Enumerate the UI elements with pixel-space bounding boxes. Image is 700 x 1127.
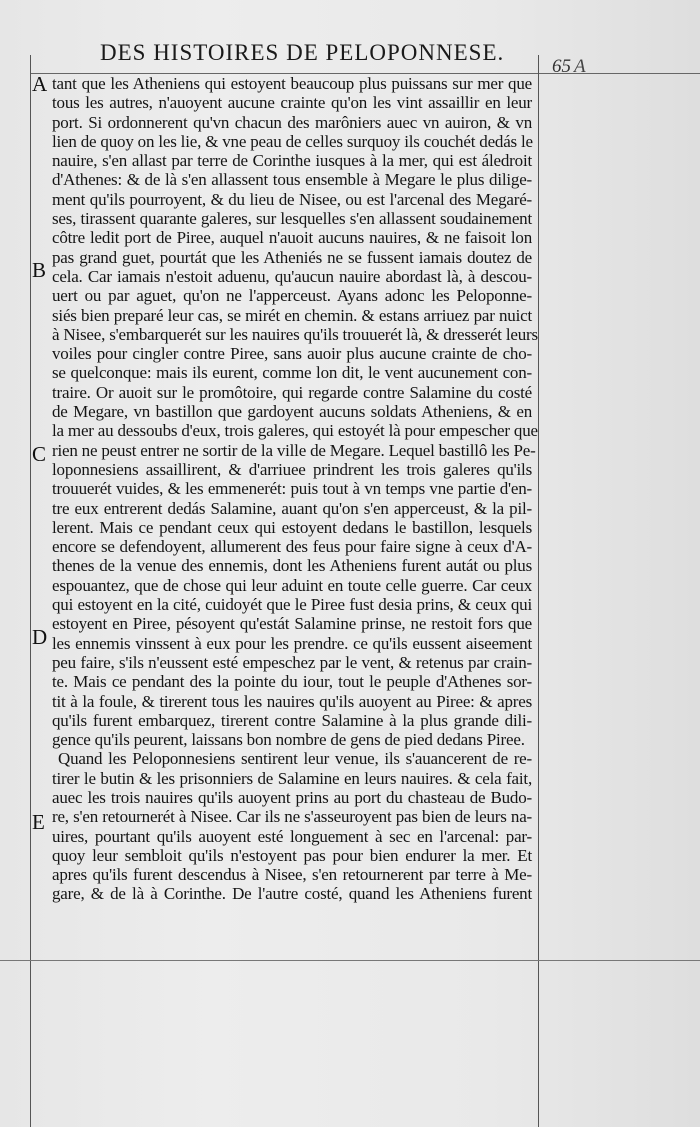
folio-mark: A: [574, 56, 586, 77]
text-line: siés bien preparé leur cas, se mirét en chemin. & estans arriuez par nuict: [52, 305, 532, 325]
text-line: nauire, s'en allast par terre de Corinthe iusques à la mer, qui est áledroit: [52, 151, 532, 171]
text-line: qui estoyent en la cité, cuidoyét que le Piree fust desia prins, & ceux qui: [52, 595, 532, 615]
left-margin-rule: [30, 55, 31, 1127]
text-line: lien de quoy on les lie, & vne peau de celles surquoy ils couchét dedás le: [52, 131, 533, 151]
text-line: pas grand guet, pourtát que les Atheniés ne se fussent iamais doutez de: [52, 247, 532, 267]
text-line: uert ou par aguet, qu'on ne l'apperceust. Ayans adonc les Peloponne-: [52, 286, 532, 306]
text-line: thenes de la venue des ennemis, dont les Atheniens furent autát ou plus: [52, 556, 532, 576]
bottom-rule: [0, 960, 700, 961]
text-line: rien ne peust entrer ne sortir de la ville de Megare. Lequel bastillô les Pe-: [52, 440, 536, 460]
text-line: re, s'en retournerét à Nisee. Car ils ne s'asseuroyent pas bien de leurs na-: [52, 807, 532, 827]
text-line: encore se defendoyent, allumerent des feus pour faire signe à ceux d'A-: [52, 537, 532, 557]
text-line: espouantez, que de chose qui leur aduint en toute celle guerre. Car ceux: [52, 575, 532, 595]
text-line: gare, & de là à Corinthe. De l'autre costé, quand les Atheniens furent: [52, 884, 532, 904]
text-line: auec les trois nauires qu'ils auoyent prins au port du chasteau de Budo-: [52, 787, 532, 807]
text-line: trouuerét vuides, & les emmenerét: puis tout à vn temps vne partie d'en-: [52, 479, 532, 499]
text-line: te. Mais ce pendant des la pointe du iour, tout le peuple d'Athenes sor-: [52, 672, 532, 692]
text-line: loponnesiens assaillirent, & d'arriuee prindrent les trois galeres qu'ils: [52, 459, 532, 479]
text-line: lerent. Mais ce pendant ceux qui estoyent dedans le bastillon, lesquels: [52, 517, 532, 537]
text-line: d'Athenes: & de là s'en allassent tous ensemble à Megare le plus dilige-: [52, 170, 532, 190]
text-line: qu'ils furent embarquez, tirerent contre Salamine à la plus grande dili-: [52, 710, 532, 730]
text-line: côtre ledit port de Piree, auquel n'auoit aucuns nauires, & ne faisoit lon: [52, 228, 532, 248]
running-head: DES HISTOIRES DE PELOPONNESE.: [100, 40, 505, 65]
section-marker-b: B: [32, 258, 47, 282]
text-line: cela. Car iamais n'estoit aduenu, qu'aucun nauire abordast là, à descou-: [52, 266, 532, 286]
text-line: traire. Or auoit sur le promôtoire, qui regarde contre Salamine du costé: [52, 382, 532, 402]
text-line: tit à la foule, & tirerent tous les nauires qu'ils auoyent au Piree: & apres: [52, 691, 532, 711]
body-text: [52, 74, 538, 904]
text-line: tirer le butin & les prisonniers de Salamine en leurs nauires. & cela fait,: [52, 768, 532, 788]
text-line: se quelconque: mais ils eurent, comme lon dit, le vent aucunement con-: [52, 363, 532, 383]
text-line: peu faire, s'ils n'eussent esté empeschez par le vent, & retenus par crain-: [52, 652, 532, 672]
text-line: gence qu'ils peurent, laissans bon nombre de gens de pied dedans Piree.: [52, 730, 525, 750]
text-line: les ennemis vinssent à eux pour les prendre. ce qu'ils eussent aiseement: [52, 633, 532, 653]
text-line: à Nisee, s'embarquerét sur les nauires qu'ils trouuerét là, & dresserét leurs: [52, 324, 538, 344]
text-line: tous les autres, n'auoyent aucune crainte qu'on les vint assaillir en leur: [52, 93, 532, 113]
section-marker-e: E: [32, 810, 45, 834]
section-marker-d: D: [32, 625, 48, 649]
section-marker-a: A: [32, 72, 48, 96]
text-line: voiles pour cingler contre Piree, sans auoir plus aucune crainte de cho-: [52, 344, 532, 364]
text-line: ses, tirassent quarante galeres, sur lesquelles s'en allassent soudainement: [52, 209, 532, 229]
text-line: apres qu'ils furent descendus à Nisee, s'en retournerent par terre à Me-: [52, 865, 532, 885]
text-line: la mer au dessoubs d'eux, trois galeres, qui estoyét là pour empescher que: [52, 421, 538, 441]
text-line: tant que les Atheniens qui estoyent beaucoup plus puissans sur mer que: [52, 74, 532, 93]
text-line: quoy leur sembloit qu'ils n'estoyent pas pour bien endurer la mer. Et: [52, 845, 532, 865]
text-line: port. Si ordonnerent qu'vn chacun des marôniers auec vn auiron, & vn: [52, 112, 532, 132]
text-line: ment qu'ils pourroyent, & du lieu de Nisee, ou est l'arcenal des Megaré-: [52, 189, 532, 209]
section-marker-c: C: [32, 442, 47, 466]
text-line: uires, pourtant qu'ils auoyent esté longuement à sec en l'arcenal: par-: [52, 826, 532, 846]
right-margin-rule: [538, 55, 539, 1127]
text-line: tre eux entrerent dedás Salamine, auant qu'on s'en apperceust, & la pil-: [52, 498, 532, 518]
text-line: de Megare, vn bastillon que gardoyent aucuns soldats Atheniens, & en: [52, 402, 532, 422]
text-line: Quand les Peloponnesiens sentirent leur venue, ils s'auancerent de re-: [58, 749, 532, 769]
folio-number: 65: [552, 56, 571, 77]
text-line: estoyent en Piree, pésoyent qu'estát Salamine prinse, ne restoit fors que: [52, 614, 532, 634]
